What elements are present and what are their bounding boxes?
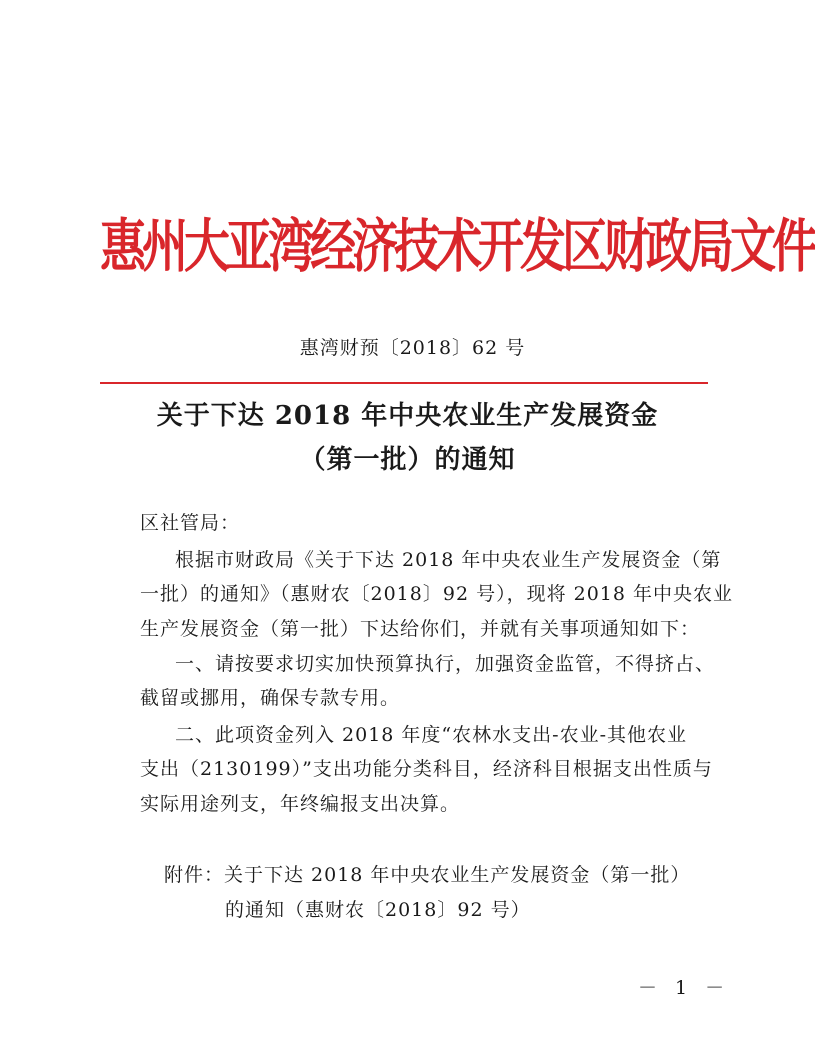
paragraph-1-line-1: 根据市财政局《关于下达 2018 年中央农业生产发展资金（第: [175, 549, 722, 571]
notice-title-line-2: （第一批）的通知: [299, 445, 516, 475]
document-number: 惠湾财预〔2018〕62 号: [299, 337, 526, 359]
paragraph-2-line-1: 一、请按要求切实加快预算执行，加强资金监管，不得挤占、: [175, 653, 716, 675]
issuer-title: 惠州大亚湾经济技术开发区财政局文件: [100, 212, 814, 280]
paragraph-2-line-2: 截留或挪用，确保专款专用。: [140, 687, 401, 709]
page-number: － 1 －: [638, 977, 731, 999]
red-divider-line: [100, 382, 708, 384]
paragraph-1-line-3: 生产发展资金（第一批）下达给你们，并就有关事项通知如下：: [140, 618, 701, 640]
attachment-line-1: 附件：关于下达 2018 年中央农业生产发展资金（第一批）: [164, 864, 691, 886]
notice-title-line-1: 关于下达 2018 年中央农业生产发展资金: [156, 401, 659, 431]
attachment-line-2: 的通知（惠财农〔2018〕92 号）: [225, 899, 531, 921]
paragraph-3-line-2: 支出（2130199）”支出功能分类科目，经济科目根据支出性质与: [140, 758, 713, 780]
addressee: 区社管局：: [140, 512, 241, 534]
paragraph-3-line-3: 实际用途列支，年终编报支出决算。: [140, 793, 461, 815]
paragraph-1-line-2: 一批）的通知》（惠财农〔2018〕92 号），现将 2018 年中央农业: [140, 583, 734, 605]
paragraph-3-line-1: 二、此项资金列入 2018 年度“农林水支出-农业-其他农业: [175, 724, 687, 746]
